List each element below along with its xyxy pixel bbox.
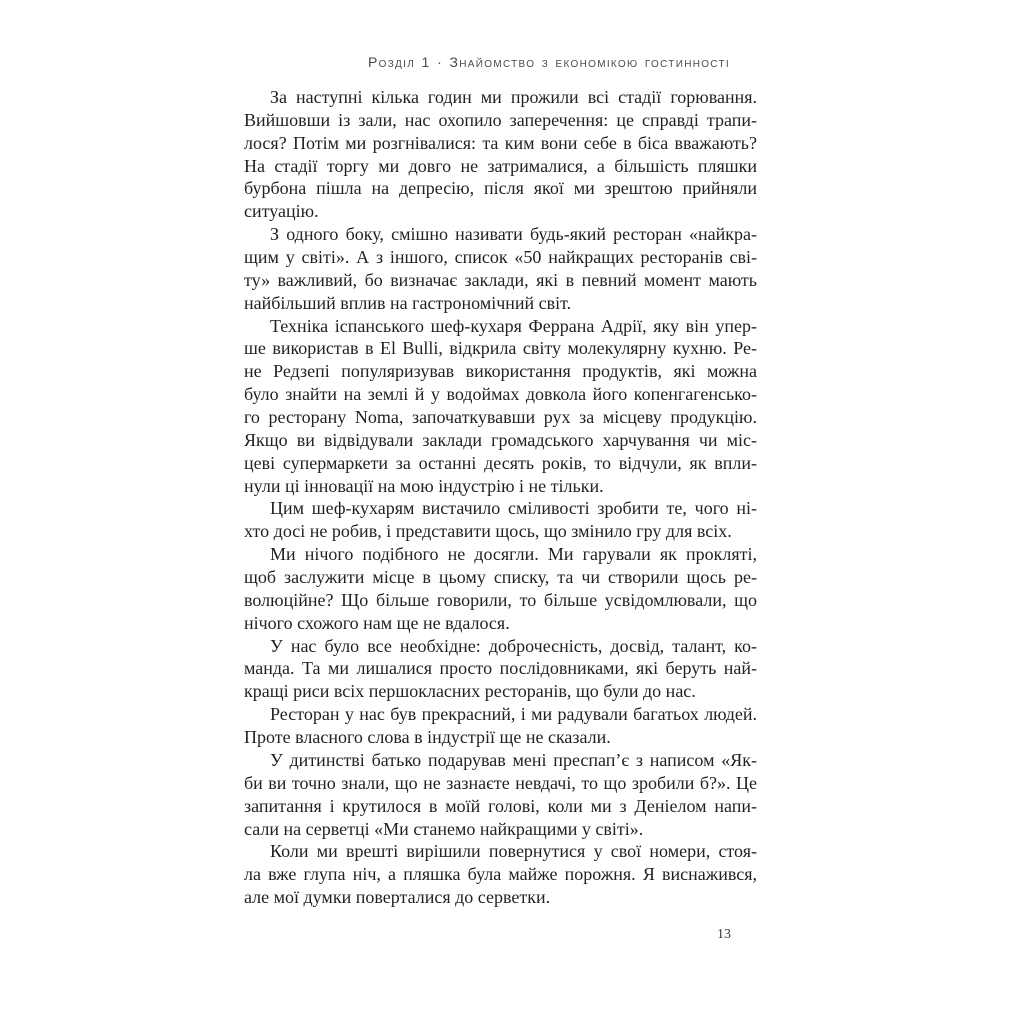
text-line: нічого схожого нам ще не вдалося. [244, 612, 510, 633]
running-head: Розділ 1 · Знайомство з економікою гостинності [368, 54, 730, 70]
text-line: У нас було все необхідне: доброчесність, досвід, талант, ко- [270, 635, 757, 656]
text-line: манда. Та ми лишалися просто послідовниками, які беруть най- [244, 658, 757, 679]
text-line: Якщо ви відвідували заклади громадського харчування чи міс- [244, 429, 757, 450]
page-number: 13 [717, 927, 731, 942]
text-line: бурбона пішла на депресію, після якої ми зрештою прийняли [244, 178, 757, 199]
paragraph-8 [244, 749, 757, 840]
text-line: На стадії торгу ми довго не затрималися, а більшість пляшки [244, 155, 757, 176]
paragraph-4 [244, 497, 757, 543]
text-line: хто досі не робив, і представити щось, що змінило гру для всіх. [244, 521, 732, 542]
text-line: нули ці інновації на мою індустрію і не тільки. [244, 475, 604, 496]
text-line: Коли ми врешті вирішили повернутися у свої номери, стоя- [270, 841, 757, 862]
text-line: За наступні кілька годин ми прожили всі стадії горювання. [270, 87, 757, 107]
text-line: але мої думки поверталися до серветки. [244, 887, 551, 908]
paragraph-6 [244, 635, 757, 704]
text-line: запитання і крутилося в моїй голові, коли ми з Деніелом напи- [244, 795, 757, 816]
paragraph-3 [244, 315, 757, 498]
text-line: ситуацію. [244, 201, 319, 222]
paragraph-9 [244, 840, 757, 909]
paragraph-2 [244, 223, 757, 314]
text-line: го ресторану Noma, започаткувавши рух за місцеву продукцію. [244, 407, 757, 428]
text-line: не Редзепі популяризував використання продуктів, які можна [244, 361, 757, 382]
text-line: би ви точно знали, що не зазнаєте невдачі, то що зробили б?». Це [244, 772, 757, 793]
text-line: Техніка іспанського шеф-кухаря Феррана Адрії, яку він упер- [270, 315, 757, 336]
paragraph-7 [244, 703, 757, 749]
paragraph-5 [244, 543, 757, 634]
text-line: Вийшовши із зали, нас охопило заперечення: це справді трапи- [244, 109, 757, 130]
body-text [244, 86, 757, 909]
text-line: волюційне? Що більше говорили, то більше усвідомлювали, що [244, 589, 757, 610]
text-line: Проте власного слова в індустрії ще не сказали. [244, 727, 611, 748]
text-line: ше використав в El Bulli, відкрила світу молекулярну кухню. Ре- [244, 338, 757, 359]
text-line: лося? Потім ми розгнівалися: та ким вони себе в біса вважають? [244, 132, 757, 153]
text-line: сали на серветці «Ми станемо найкращими у світі». [244, 818, 644, 839]
text-line: ту» важливий, бо визначає заклади, які в певний момент мають [244, 269, 757, 290]
text-line: було знайти на землі й у водоймах довкола його копенгагенсько- [244, 384, 757, 405]
text-line: щим у світі». А з іншого, список «50 найкращих ресторанів сві- [244, 247, 757, 268]
text-line: найбільший вплив на гастрономічний світ. [244, 292, 572, 313]
text-line: кращі риси всіх першокласних ресторанів, що були до нас. [244, 681, 696, 702]
text-line: щоб заслужити місце в цьому списку, та чи створили щось ре- [244, 567, 757, 588]
paragraph-1 [244, 86, 757, 223]
text-line: ла вже глупа ніч, а пляшка була майже порожня. Я виснажився, [244, 864, 757, 885]
text-line: У дитинстві батько подарував мені преспап’є з написом «Як- [270, 749, 757, 770]
text-line: Цим шеф-кухарям вистачило сміливості зробити те, чого ні- [270, 498, 757, 519]
text-line: цеві супермаркети за останні десять років, то відчули, як впли- [244, 452, 757, 473]
text-line: З одного боку, смішно називати будь-який ресторан «найкра- [270, 224, 757, 245]
text-line: Ми нічого подібного не досягли. Ми гарували як прокляті, [270, 544, 757, 565]
text-line: Ресторан у нас був прекрасний, і ми радували багатьох людей. [270, 704, 757, 725]
